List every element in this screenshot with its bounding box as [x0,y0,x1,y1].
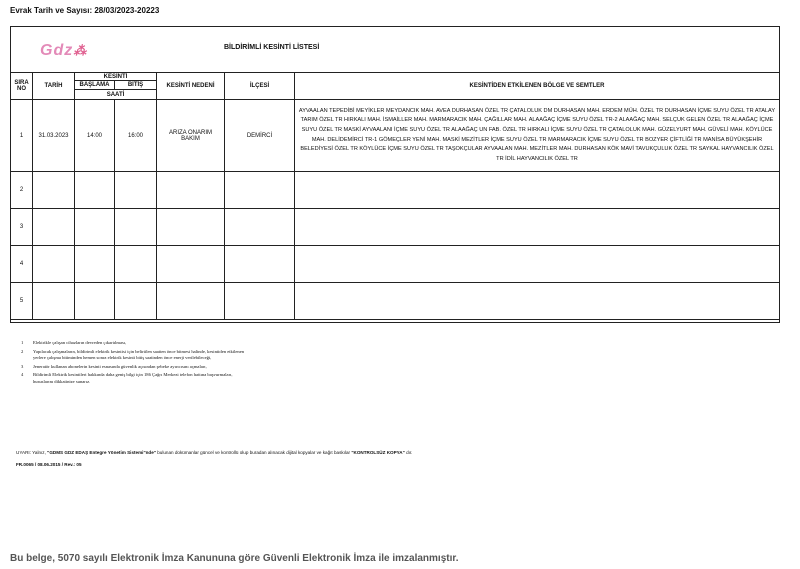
cell-bolge [295,283,780,320]
col-header-saati: SAATİ [75,90,157,100]
note-number: 2 [21,348,24,354]
list-item [21,372,253,385]
note-number: 4 [21,372,24,377]
list-item [21,340,253,347]
cell-neden: ARIZA ONARIM BAKIM [157,100,225,172]
cell-bitis [115,283,157,320]
document-title: BİLDİRİMLİ KESİNTİ LİSTESİ [224,44,320,51]
outage-table [10,72,780,320]
logo-text: Gdz [40,42,74,59]
cell-tarih [33,246,75,283]
cell-tarih: 31.03.2023 [33,100,75,172]
cell-baslama [75,283,115,320]
col-header-sira: SIRA NO [11,73,33,100]
table-row [11,100,780,172]
notes-list [21,340,253,387]
cell-bitis: 16:00 [115,100,157,172]
table-row [11,209,780,246]
cell-no: 4 [11,246,33,283]
cell-bitis [115,172,157,209]
warning-middle: bulunan dokümanlar güncel ve kontrollü olup buradan alınacak dijital kopyalar ve kağıt baskılar [157,450,351,455]
note-number: 3 [21,363,24,369]
cell-no: 5 [11,283,33,320]
logo-mark-icon: ⁂ [73,43,88,58]
col-header-ilce: İLÇESİ [225,73,295,100]
cell-ilce [225,209,295,246]
cell-neden [157,172,225,209]
col-header-kesinti: KESİNTİ [75,73,157,81]
cell-baslama [75,209,115,246]
warning-prefix: UYARI: Yalnız, [16,450,46,455]
note-text: Jeneratör kullanan abonelerin kesinti esnasında güvenlik açısından şebeke ayırıcısını açmaları, [33,363,207,369]
list-item [21,349,253,362]
cell-neden [157,209,225,246]
note-text: Yapılacak çalışmaların, bildirimli elektrik kesintisi için belirtilen saatten önce bitmesi halinde, kesintiden etkilenen yerlere çalışma bitiminden hemen sonra elektrik kesinti bitiş saatinden önce enerji verilebileceği, [33,348,245,360]
form-number: FR.0065 / 08.06.2015 / Rev.: 05 [16,462,82,467]
col-header-tarih: TARİH [33,73,75,100]
cell-tarih [33,283,75,320]
cell-baslama [75,172,115,209]
evrak-header: Evrak Tarih ve Sayısı: 28/03/2023-20223 [10,6,160,15]
cell-baslama [75,246,115,283]
note-number: 1 [21,340,24,345]
cell-ilce [225,283,295,320]
cell-no: 3 [11,209,33,246]
cell-bitis [115,246,157,283]
list-item [21,364,253,371]
cell-ilce [225,172,295,209]
warning-system: "GDMS GDZ EDAŞ Entegre Yönetim Sistemi"nde" [47,450,156,455]
cell-tarih [33,172,75,209]
note-text: Bildirimli Elektrik kesintileri hakkında daha geniş bilgi için 186 Çağrı Merkezi telefon hattına başvurmaları, hususlarını dikkatinize sunarız. [33,372,233,384]
cell-neden [157,283,225,320]
col-header-neden: KESİNTİ NEDENİ [157,73,225,100]
note-text: Elektrikle çalışan cihazların devreden çıkartılması, [33,340,127,345]
cell-neden [157,246,225,283]
col-header-bolge: KESİNTİDEN ETKİLENEN BÖLGE VE SEMTLER [295,73,780,100]
cell-tarih [33,209,75,246]
cell-no: 2 [11,172,33,209]
warning-text [16,450,412,455]
company-logo [40,42,87,60]
cell-no: 1 [11,100,33,172]
cell-bitis [115,209,157,246]
col-header-baslama: BAŞLAMA [75,81,115,90]
table-row [11,283,780,320]
cell-bolge [295,172,780,209]
cell-baslama: 14:00 [75,100,115,172]
signature-footer: Bu belge, 5070 sayılı Elektronik İmza Kanununa göre Güvenli Elektronik İmza ile imzalanmıştır. [10,553,459,564]
warning-control: "KONTROLSÜZ KOPYA" [351,450,405,455]
col-header-bitis: BİTİŞ [115,81,157,90]
cell-ilce: DEMİRCİ [225,100,295,172]
cell-bolge [295,246,780,283]
cell-bolge [295,209,780,246]
cell-bolge: AYVAALAN TEPEDİBİ MEYİKLER MEYDANCIK MAH. AVEA DURHASAN ÖZEL TR ÇATALOLUK DM DURHASAN MAH. ERDEM MÜH. ÖZEL TR DURHASAN İÇME SUYU ÖZEL TR ATALAY TARIM ÖZEL TR HIRKALI MAH. İSMAİLLER MAH. MARMARACIK MAH. ÇAĞILLAR MAH. ALAAĞAÇ İÇME SUYU ÖZEL TR-2 ALAAĞAÇ MAH. SELÇUK GELEN ÖZEL TR ALAAĞAÇ İÇME SUYU ÖZEL TR MASKİ AYVAALANI İÇME SUYU ÖZEL TR ALAAĞAÇ UN FAB. ÖZEL TR HIRKALI İÇME SUYU ÖZEL TR ÇATALOLUK MAH. GÜZELYURT MAH. GÜVELİ MAH. KÖYLÜCE MAH. DELİDEMİRCİ TR-1 GÖMEÇLER YENİ MAH. MASKİ MEZİTLER İÇME SUYU ÖZEL TR MARMARACIK İÇME SUYU ÖZEL TR BOZYER ÇİFTLİĞİ TR MANİSA BÜYÜKŞEHİR BELEDİYESİ ÖZEL TR KÖYLÜCE İÇME SUYU ÖZEL TR TAŞOKÇULAR AYVAALAN MAH. MEZİTLER MAH. DURHASAN KÖK MAVİ TAVUKÇULUK ÖZEL TR SAYKAL HAYVANCILIK ÖZEL TR İDİL HAYVANCILIK ÖZEL TR [295,100,780,172]
warning-suffix: dır. [406,450,413,455]
cell-ilce [225,246,295,283]
table-row [11,172,780,209]
table-row [11,246,780,283]
